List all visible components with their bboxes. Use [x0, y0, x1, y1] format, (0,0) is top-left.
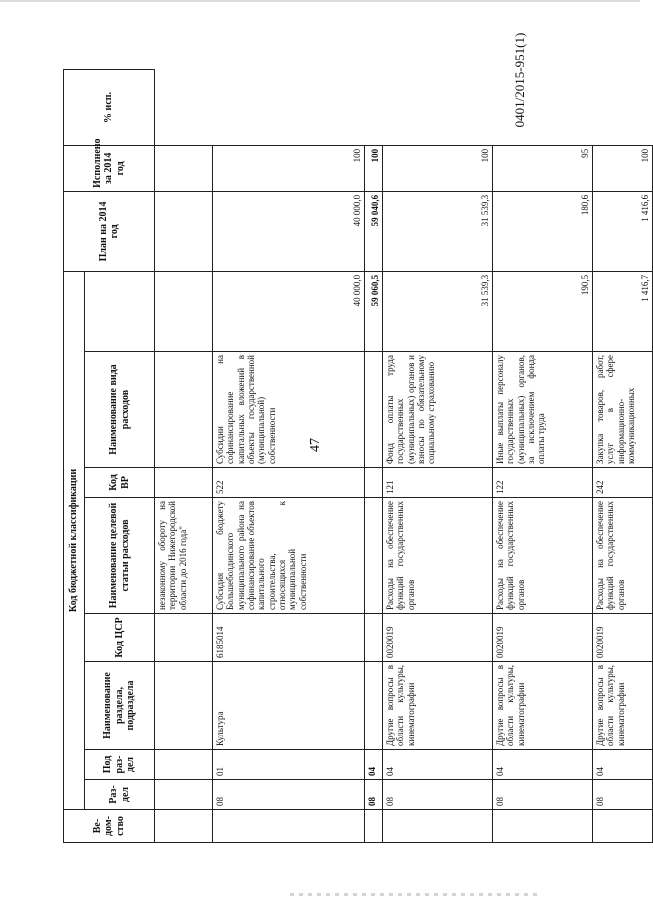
cell-vr: 122 [493, 468, 593, 498]
cell-vr: 242 [593, 468, 653, 498]
cell-vr: 121 [383, 468, 493, 498]
cell-ved [493, 810, 593, 843]
cell-ved [383, 810, 493, 843]
cell-pct: 100 [383, 145, 493, 191]
scan-artifact [290, 893, 540, 896]
cell-name-vr [155, 352, 213, 468]
cell-podrazdel: 04 [365, 750, 383, 780]
cell-done [155, 191, 213, 271]
header-pct: % исп. [64, 70, 155, 146]
header-name-vr: Наименование вида расходов [85, 352, 155, 468]
cell-plan: 1 416,7 [593, 271, 653, 351]
cell-name-target: Расходы на обеспечение функций государственных органов [593, 498, 653, 614]
cell-pct: 95 [493, 145, 593, 191]
cell-podrazdel: 04 [383, 750, 493, 780]
cell-done: 59 040,6 [365, 191, 383, 271]
cell-pct: 100 [365, 145, 383, 191]
cell-ved [155, 810, 213, 843]
document-code: 0401/2015-951(1) [512, 32, 527, 128]
cell-razdel: 08 [593, 780, 653, 810]
table-row [365, 70, 383, 843]
cell-name-target: Расходы на обеспечение функций государственных органов [383, 498, 493, 614]
header-razdel: Раз-дел [85, 780, 155, 810]
cell-podrazdel: 04 [493, 750, 593, 780]
cell-plan: 40 000,0 [213, 271, 365, 351]
cell-name-target: Субсидия бюджету Большеболдинского муниципального района на софинансирование объектов капитального строительства, относящихся к муниципальной собственности [213, 498, 365, 614]
cell-plan: 31 539,3 [383, 271, 493, 351]
cell-name-vr: Субсидии на софинансирование капитальных вложений в объекты государственной (муниципальной) собственности [213, 352, 365, 468]
cell-vr: 522 [213, 468, 365, 498]
cell-vr [155, 468, 213, 498]
cell-done: 180,6 [493, 191, 593, 271]
header-podrazdel: Под раз-дел [85, 750, 155, 780]
cell-csr: 6185014 [213, 614, 365, 662]
header-plan: План на 2014 год [64, 191, 155, 271]
cell-razdel [155, 780, 213, 810]
header-done: Исполнено за 2014 год [64, 145, 155, 191]
cell-razdel: 08 [213, 780, 365, 810]
page-number: 47 [308, 438, 323, 452]
cell-podrazdel: 01 [213, 750, 365, 780]
header-ved: Ве-дом-ство [64, 810, 155, 843]
cell-ved [593, 810, 653, 843]
cell-ved [213, 810, 365, 843]
cell-name-target: незаконному обороту на территории Нижегородской области до 2016 года" [155, 498, 213, 614]
cell-vr [365, 468, 383, 498]
table-row [593, 70, 653, 843]
cell-pct: 100 [593, 145, 653, 191]
cell-name-target: Расходы на обеспечение функций государственных органов [493, 498, 593, 614]
header-budget-classification: Код бюджетной классификации [64, 271, 85, 809]
cell-done: 40 000,0 [213, 191, 365, 271]
table-row [155, 70, 213, 843]
cell-name-sub: Другие вопросы в области культуры, кинематографии [493, 662, 593, 750]
cell-name-vr [365, 352, 383, 468]
cell-name-sub [365, 662, 383, 750]
cell-ved [365, 810, 383, 843]
cell-razdel: 08 [365, 780, 383, 810]
cell-name-sub: Другие вопросы в области культуры, кинематографии [383, 662, 493, 750]
cell-plan [155, 271, 213, 351]
cell-razdel: 08 [493, 780, 593, 810]
header-name-subsection: Наименование раздела, подраздела [85, 662, 155, 750]
cell-name-vr: Фонд оплаты труда государственных (муниципальных) органов и взносы по обязательному социальному страхованию [383, 352, 493, 468]
cell-done: 1 416,6 [593, 191, 653, 271]
header-csr: Код ЦСР [85, 614, 155, 662]
cell-csr: 0020019 [493, 614, 593, 662]
cell-name-sub [155, 662, 213, 750]
cell-pct [155, 145, 213, 191]
table-row [493, 70, 593, 843]
cell-plan: 190,5 [493, 271, 593, 351]
table-row [213, 70, 365, 843]
cell-name-vr: Закупка товаров, работ, услуг в сфере информационно-коммуникационных [593, 352, 653, 468]
cell-plan: 59 060,5 [365, 271, 383, 351]
cell-razdel: 08 [383, 780, 493, 810]
cell-csr: 0020019 [593, 614, 653, 662]
cell-name-target [365, 498, 383, 614]
budget-table [63, 69, 653, 843]
cell-done: 31 539,3 [383, 191, 493, 271]
cell-name-sub: Культура [213, 662, 365, 750]
table-row [383, 70, 493, 843]
cell-podrazdel: 04 [593, 750, 653, 780]
cell-csr [365, 614, 383, 662]
cell-csr: 0020019 [383, 614, 493, 662]
header-vr: Код ВР [85, 468, 155, 498]
cell-pct: 100 [213, 145, 365, 191]
header-name-target: Наименование целевой статьи расходов [85, 498, 155, 614]
cell-name-sub: Другие вопросы в области культуры, кинематографии [593, 662, 653, 750]
cell-podrazdel [155, 750, 213, 780]
cell-csr [155, 614, 213, 662]
cell-name-vr: Иные выплаты персоналу государственных (муниципальных) органов, за исключением фонда оплаты труда [493, 352, 593, 468]
